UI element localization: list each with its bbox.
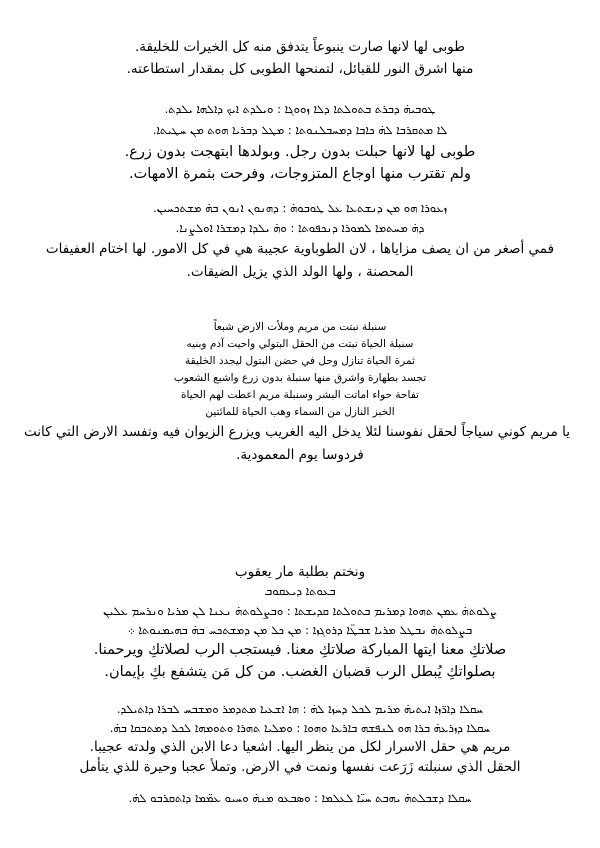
- verse-line: الخبز النازل من السماء وهب الحياة للمائتين: [205, 406, 395, 418]
- arabic-text-line: منها اشرق النور للقبائل، لتمنحها الطوبى كل بمقدار استطاعته.: [126, 61, 474, 77]
- arabic-text-line: الحقل الذي سنبلته زَرَعت نفسها ونمت في الارض. وتملأ عجبا وحيرة للذي يتأمل: [79, 759, 521, 775]
- arabic-text-line: مريم هي حقل الاسرار لكل من ينظر اليها. اشعيا دعا الابن الذي ولدته عجيبا.: [89, 739, 511, 755]
- arabic-text-line: طوبى لها لانها حبلت بدون رجل. وبولدها ابتهجت بدون زرع.: [124, 144, 476, 160]
- arabic-text-line: ولم تقترب منها اوجاع المتزوجات، وفرحت بثمرة الامهات.: [129, 166, 471, 182]
- arabic-text-line: بصلواتكِ يُبطل الرب قضبان الغضب. من كل مَن يتشفع بكِ بإيمان.: [104, 664, 496, 680]
- verse-line: سنبلة الحياة نبتت من الحقل البتولي واحيت آدم وبنيه: [186, 338, 414, 350]
- arabic-text-line: فمي أصغر من ان يصف مزاياها ، لان الطوباوية عجيبة هي في كل الامور. لها اختام العفيفات: [45, 241, 555, 257]
- verse-line: تجسد بطهارة واشرق منها سنبلة بدون زرع واشبع الشعوب: [173, 372, 427, 384]
- syriac-text-line: ܙܥܘܪܐ ܗܘ ܡܢ ܕܢܫܬܥܐ ܥܠ ܛܘܒܘܗ̇ : ܕܗܢܘܢ ܐܢܘܢ ܒܗ̇ ܡܫܬܟܚܝܢ.: [152, 201, 448, 215]
- verse-line: ثمرة الحياة تنازل وحل في حضن البتول ليجدد الخليقة: [185, 355, 415, 367]
- syriac-text-line: ܠܐ ܡܬܩܪܒܐ ܠܗ̇ ܟܐܒܐ ܕܡܚܒܠܢܘܬܐ : ܡܛܠ ܕܒܪܝܐ ܗܘܬ ܡܢ ܚܛܝܬܐ.: [152, 123, 448, 137]
- arabic-text-line: المحصنة ، ولها الولد الذي يزيل الضيقات.: [186, 264, 414, 280]
- syriac-title: ܒܥܘܬܐ ܕܝܥܩܘܒ: [264, 584, 336, 598]
- syriac-text-line: ܛܘܒܝܗ̇ ܕܒܪܬ ܒܬܘܠܬܐ ܕܠܐ ܙܘܘܓܐ : ܘܝܠܕܬ ܐܝܟ ܕܐܠܗܐ ܝܠܕܬ.: [164, 102, 436, 116]
- syriac-text-line: ܨܠܘܬܗ̇ ܥܡܢ ܬܗܘܐ ܕܡܪܝܡ ܒܬܘܠܬܐ ܩܕܝܫܬܐ : ܘܒܨܠܘܬܗ̇ ܢܥܢܐ ܠܢ ܡܪܝܐ ܘܢܪܚܡ ܥܠܝܢ: [103, 604, 497, 618]
- syriac-text-line: ܚܩܠܐ ܕܐܪ̈ܙܐ ܐܝܬܝܗ̇ ܡܪܝܡ ܠܟܠ ܕܚܙܐ ܠܗ̇ : ܗܐ ܐܫܥܝܐ ܡܬܕܡܪ ܘܡܫܒܚ ܠܒܪܐ ܕܐܬܝܠܕ.: [116, 702, 484, 716]
- arabic-text-line: طوبى لها لانها صارت ينبوعاً يتدفق منه كل الخيرات للخليقة.: [134, 39, 466, 55]
- syriac-text-line: ܒܨܠܘܬܗ̇ ܢܒܛܠ ܡܪܝܐ ܫܒܛ̈ܐ ܕܪܘܓܙܐ : ܡܢ ܟܠ ܡܢ ܕܡܫܬܟܚ ܒܗ̇ ܒܗܝܡܢܘܬܐ ܀: [127, 623, 473, 637]
- syriac-text-line: ܕܗ̇ ܡܚܬܡܐ ܠܡܘܪܐ ܕܢܟܦܘܬܐ : ܘܗ̇ ܝܠܕܐ ܕܡܫܪܐ ܐܘܠܨܢܐ.: [175, 221, 425, 235]
- syriac-text-line: ܚܩܠܐ ܕܙܪܥܗ̇ ܒܪܐ ܗܘ ܠܢܦܫܗ ܒܐܪܥܐ ܘܗܘܐ : ܘܡܠܝܐ ܬܗܪܐ ܘܬܘܡܗܐ ܠܟܠ ܕܡܬܒܩܐ ܒܗ̇.: [109, 721, 491, 735]
- prayer-line: يا مريم كوني سياجاً لحقل نفوسنا لئلا يدخل اليه الغريب ويزرع الزيوان فيه وتفسد الارض التي كانت: [24, 424, 570, 440]
- prayer-line: فردوسا يوم المعمودية.: [236, 447, 364, 463]
- verse-line: تفاحة حواء اماتت البشر وسنبلة مريم اعطت لهم الحياة: [181, 389, 419, 401]
- verse-line: سنبلة نبتت من مريم وملأت الارض شبعاً: [213, 321, 387, 333]
- syriac-closing-line: ܚܩܠܐ ܕܫܒܠܬܗ̇ ܝܗܒܬ ܚܝ̈ܐ ܠܥܠܡܐ : ܘܣܒܥܘ ܡܢܗ̇ ܘܚܝܘ ܥܡ̈ܡܐ ܕܐܬܩܪܒܘ ܠܗ̇.: [128, 791, 472, 805]
- arabic-text-line: صلاتكِ معنا ايتها المباركة صلاتكِ معنا. فيستجب الرب لصلاتكِ ويرحمنا.: [93, 642, 507, 658]
- section-heading: ونختم بطلبة مار يعقوب: [234, 564, 366, 580]
